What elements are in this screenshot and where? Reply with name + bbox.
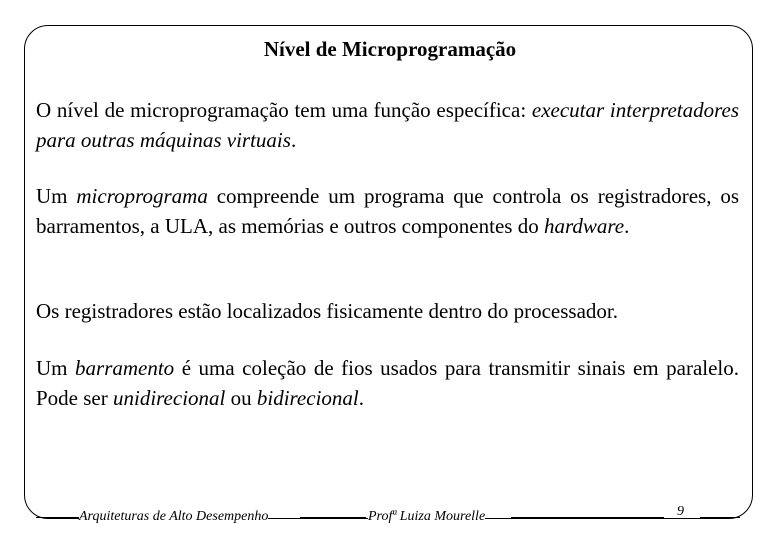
paragraph-bus <box>36 353 739 413</box>
footer-rule-end <box>700 517 740 518</box>
text-run: . <box>624 214 630 238</box>
text-run: Os registradores estão localizados fisicamente dentro do processador. <box>36 299 618 323</box>
footer-rule-right <box>511 517 664 518</box>
text-run: O nível de microprogramação tem uma função específica: <box>36 98 532 122</box>
footer-rule-middle <box>300 517 366 518</box>
text-run: Um <box>36 184 77 208</box>
slide-title: Nível de Microprogramação <box>263 37 517 61</box>
text-run: é uma coleção de fios usados para transmitir sinais em paralelo. Pode ser <box>36 356 740 410</box>
page-number: 9 <box>677 504 684 519</box>
paragraph-registers <box>36 296 739 326</box>
emphasized-text: hardware <box>543 214 625 238</box>
emphasized-text: barramento <box>75 356 175 380</box>
paragraph-microprogramming-level <box>36 95 739 155</box>
text-run: . <box>358 386 364 410</box>
text-run: Um <box>36 356 76 380</box>
emphasized-text: bidirecional <box>256 386 359 410</box>
footer-course: Arquiteturas de Alto Desempenho <box>79 509 269 524</box>
emphasized-text: unidirecional <box>113 386 226 410</box>
text-run: compreende um programa que controla os registradores, os barramentos, a ULA, as memórias e outros componentes do <box>36 184 739 238</box>
text-run: ou <box>225 386 257 410</box>
footer-author: Profª Luiza Mourelle <box>368 509 486 524</box>
paragraph-microprogram <box>36 181 739 241</box>
text-run: . <box>290 128 297 152</box>
emphasized-text: microprograma <box>76 184 208 208</box>
emphasized-text: executar interpretadores para outras máquinas virtuais <box>36 98 739 152</box>
